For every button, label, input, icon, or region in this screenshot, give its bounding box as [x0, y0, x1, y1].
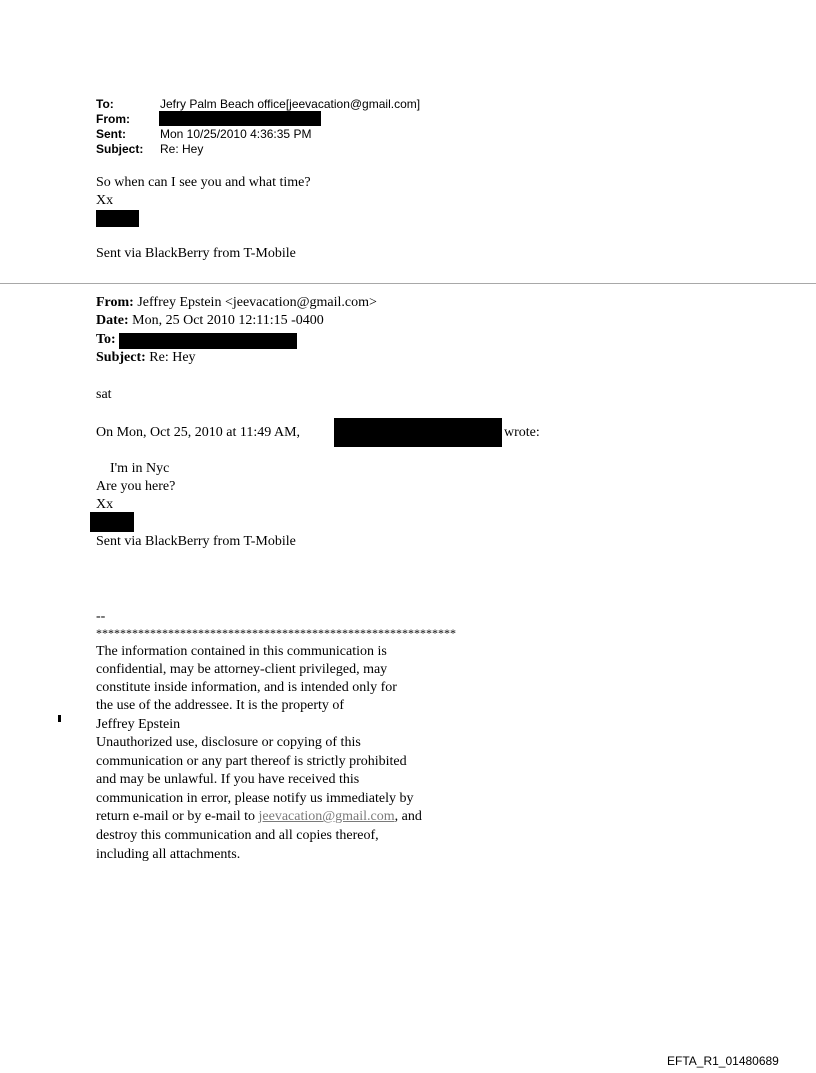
disclaimer-line: The information contained in this communication is	[96, 644, 387, 659]
inner-line-2: Are you here?	[96, 479, 176, 494]
email-header-sent	[96, 127, 596, 141]
message-divider	[0, 283, 816, 284]
disclaimer-line: Unauthorized use, disclosure or copying of this	[96, 735, 361, 750]
inner-line-3: Xx	[96, 497, 114, 512]
scan-mark	[58, 715, 61, 722]
disclaimer-line: constitute inside information, and is intended only for	[96, 680, 397, 695]
disclaimer-line: confidential, may be attorney-client privileged, may	[96, 662, 388, 677]
quoted-to-label: To:	[96, 332, 116, 347]
quoted-subject-label: Subject:	[96, 350, 146, 365]
reply-line-2: Xx	[96, 193, 114, 208]
disclaimer-line: Jeffrey Epstein	[96, 717, 181, 732]
reply-line-1: So when can I see you and what time?	[96, 175, 311, 190]
reply-sent-via: Sent via BlackBerry from T-Mobile	[96, 246, 296, 261]
subject-label: Subject:	[96, 142, 144, 156]
quoted-date	[96, 312, 324, 330]
quoted-to	[96, 331, 116, 349]
sent-value: Mon 10/25/2010 4:36:35 PM	[160, 127, 312, 141]
quoted-wrote-prefix: On Mon, Oct 25, 2010 at 11:49 AM,	[96, 425, 301, 440]
document-id: EFTA_R1_01480689	[667, 1054, 779, 1068]
from-label: From:	[96, 112, 130, 126]
redaction-block	[90, 512, 134, 532]
to-value: Jefry Palm Beach office[jeevacation@gmail.com]	[160, 97, 421, 111]
quoted-from-value: Jeffrey Epstein <jeevacation@gmail.com>	[137, 295, 377, 310]
quoted-wrote-suffix: wrote:	[504, 425, 540, 440]
signature-dashes: --	[96, 609, 106, 624]
subject-value: Re: Hey	[160, 142, 204, 156]
email-link[interactable]: jeevacation@gmail.com	[258, 809, 395, 824]
disclaimer-return-line	[96, 808, 422, 826]
redaction-block	[119, 333, 297, 349]
sent-label: Sent:	[96, 127, 126, 141]
return-suffix: , and	[394, 809, 422, 824]
quoted-from	[96, 294, 377, 312]
inner-line-1: I'm in Nyc	[110, 461, 170, 476]
quoted-date-label: Date:	[96, 313, 129, 328]
redaction-block	[159, 111, 321, 126]
return-prefix: return e-mail or by e-mail to	[96, 809, 259, 824]
disclaimer-line: and may be unlawful. If you have received this	[96, 772, 360, 787]
quoted-subject-value: Re: Hey	[149, 350, 196, 365]
to-label: To:	[96, 97, 114, 111]
quoted-from-label: From:	[96, 295, 134, 310]
disclaimer-line: communication in error, please notify us immediately by	[96, 791, 414, 806]
quoted-body: sat	[96, 387, 112, 402]
signature-stars: ************************************************************	[96, 626, 456, 640]
redaction-block	[96, 210, 139, 227]
quoted-date-value: Mon, 25 Oct 2010 12:11:15 -0400	[132, 313, 324, 328]
email-header-subject	[96, 142, 596, 156]
disclaimer-line: including all attachments.	[96, 847, 241, 862]
quoted-subject	[96, 349, 196, 367]
inner-sent-via: Sent via BlackBerry from T-Mobile	[96, 534, 296, 549]
disclaimer-line: communication or any part thereof is strictly prohibited	[96, 754, 407, 769]
redaction-block	[334, 418, 502, 447]
disclaimer-line: destroy this communication and all copies thereof,	[96, 828, 379, 843]
disclaimer-line: the use of the addressee. It is the property of	[96, 698, 345, 713]
email-header-to	[96, 97, 596, 111]
